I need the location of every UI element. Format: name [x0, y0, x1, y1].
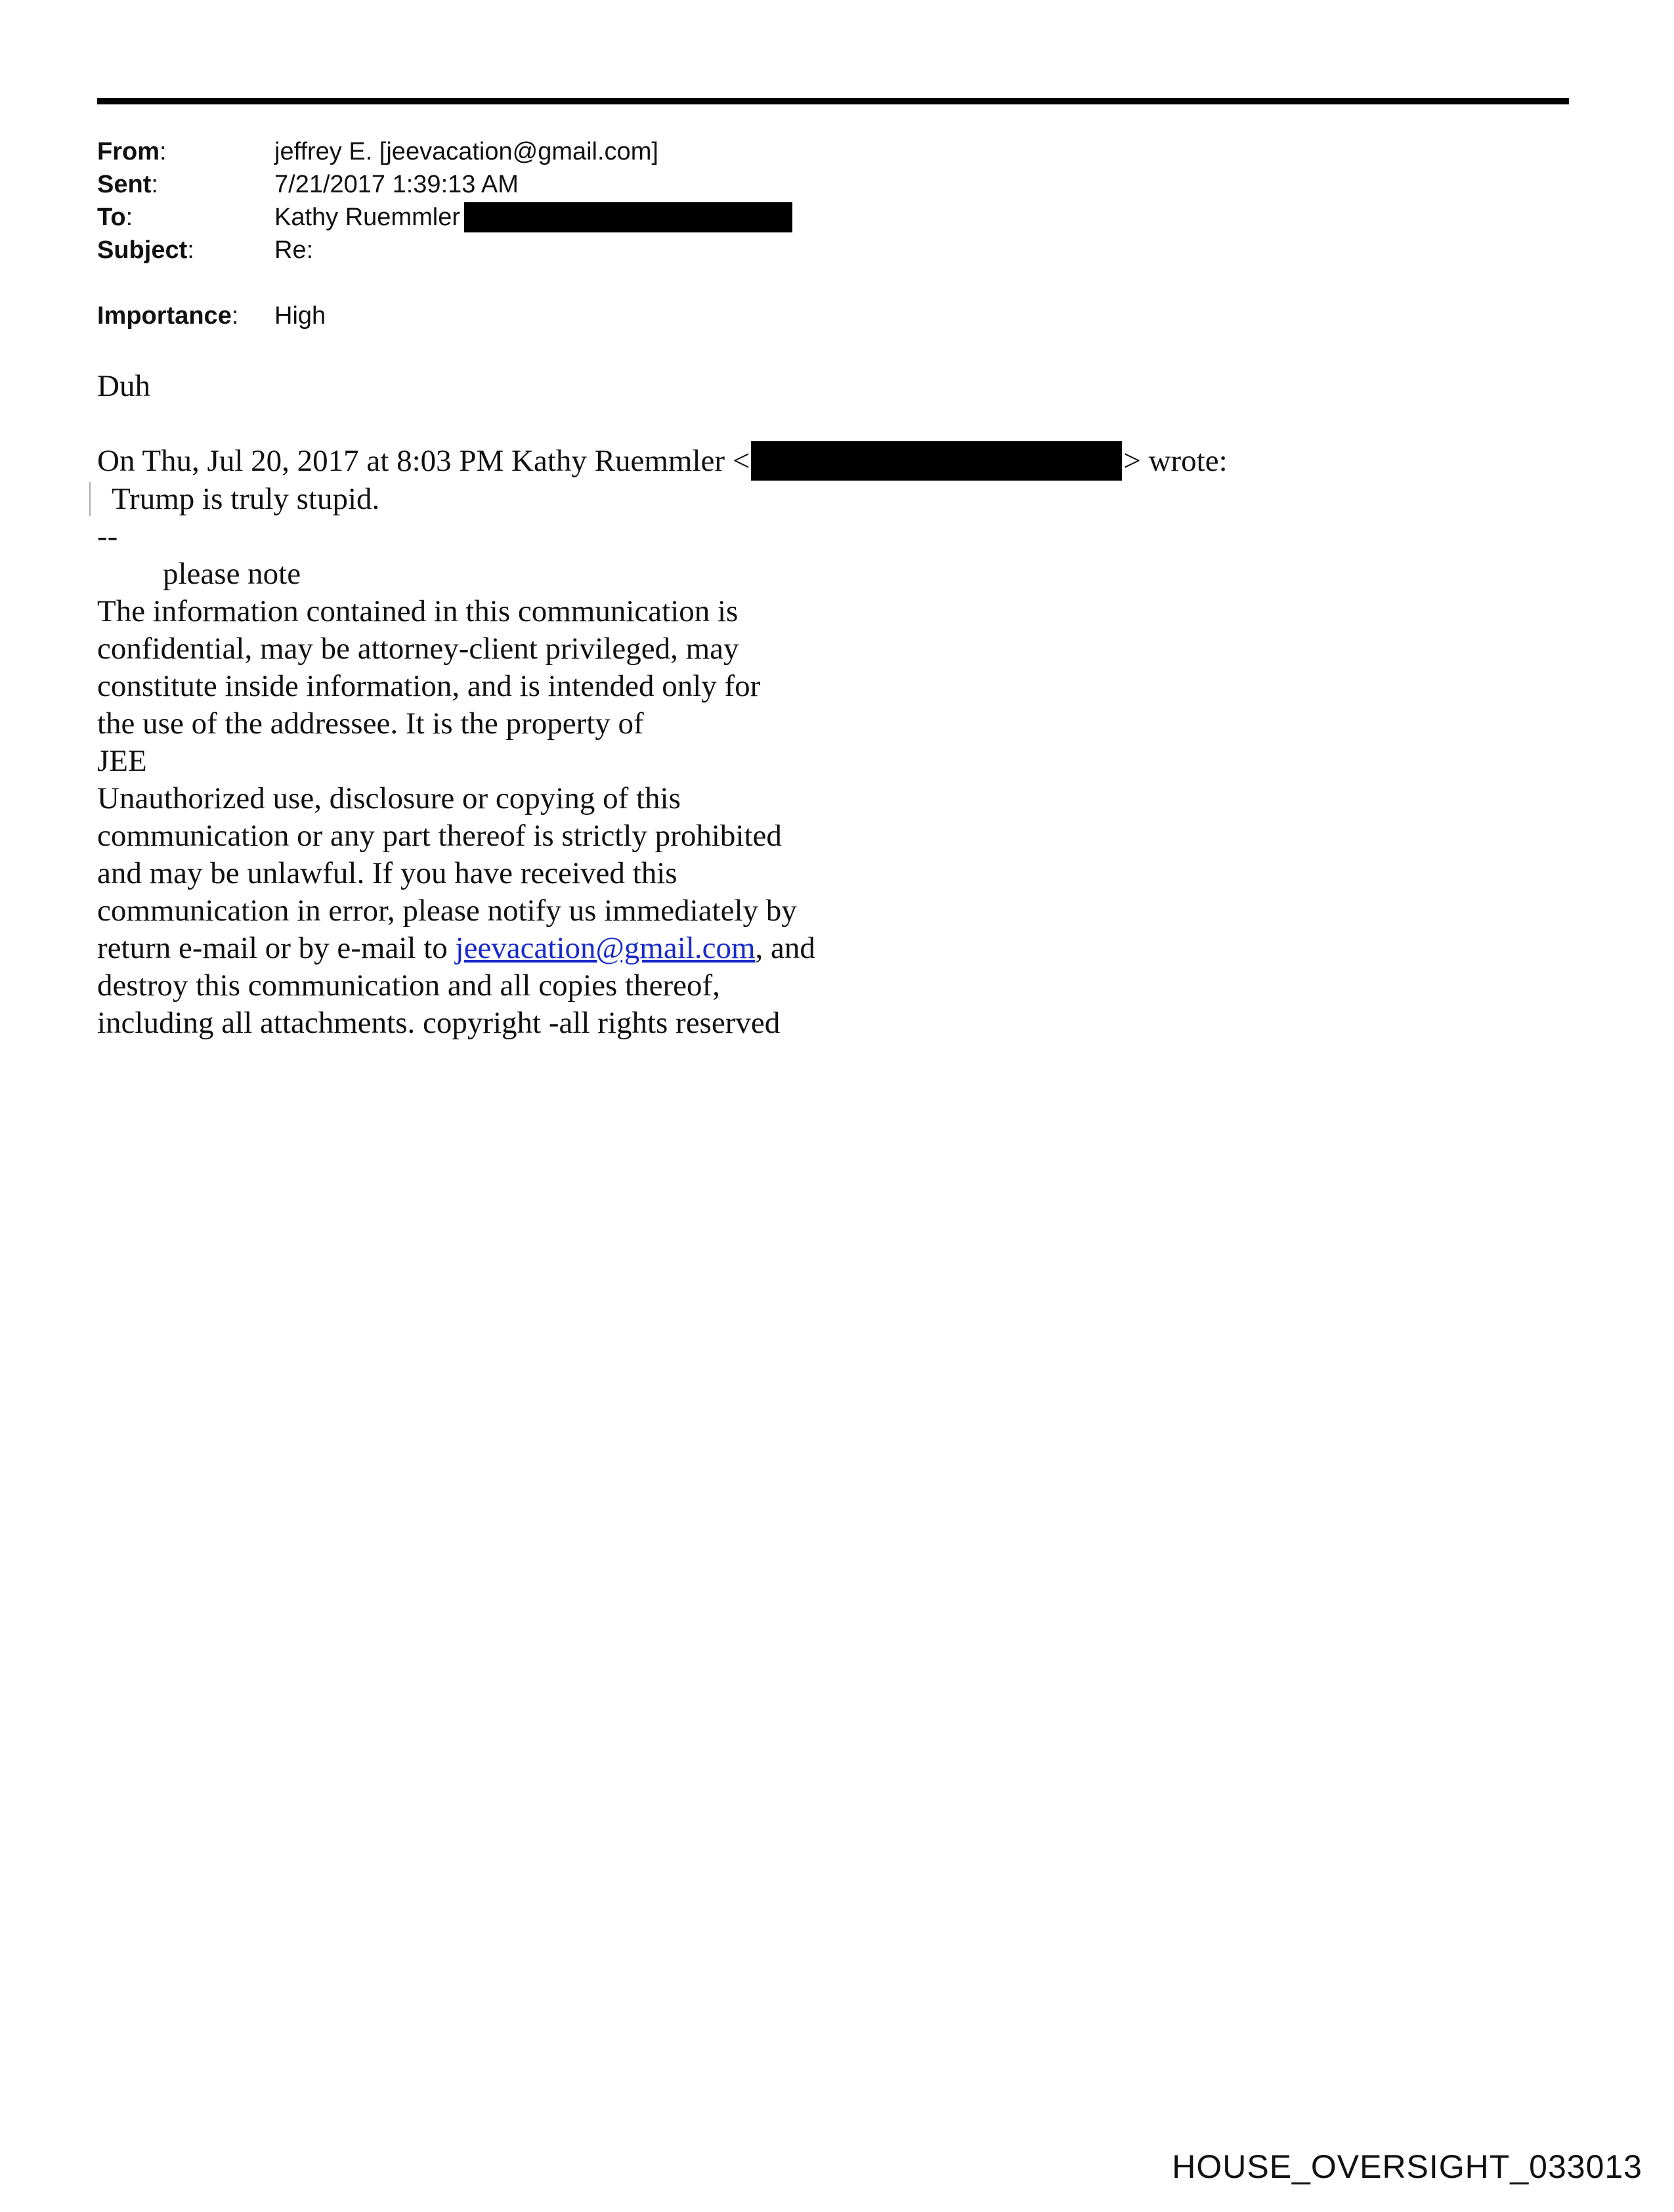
- sent-value: 7/21/2017 1:39:13 AM: [274, 171, 519, 198]
- return-line-after: , and: [755, 931, 815, 965]
- quote-intro-before: On Thu, Jul 20, 2017 at 8:03 PM Kathy Ruemmler <: [97, 443, 750, 478]
- email-header: [97, 135, 792, 332]
- disclaimer-line: The information contained in this communication is: [97, 594, 739, 628]
- body-gap: [97, 405, 1228, 441]
- header-spacer: [97, 267, 792, 299]
- reply-text: Duh: [97, 369, 150, 403]
- quote-intro: [97, 441, 1228, 481]
- disclaimer-line: Unauthorized use, disclosure or copying of this: [97, 781, 681, 815]
- disclaimer-line: and may be unlawful. If you have received this: [97, 856, 677, 890]
- subject-label: Subject:: [97, 236, 194, 264]
- importance-row: [97, 299, 792, 332]
- please-note: please note: [163, 557, 301, 591]
- email-link[interactable]: jeevacation@gmail.com: [455, 931, 756, 965]
- quote-email-redaction: [751, 441, 1122, 481]
- disclaimer-line: the use of the addressee. It is the property of: [97, 706, 644, 741]
- to-value: [274, 201, 792, 234]
- closing-line: including all attachments. copyright -all rights reserved: [97, 1006, 781, 1040]
- quoted-text: Trump is truly stupid.: [97, 481, 1228, 518]
- email-body: [97, 368, 1228, 1042]
- to-label: To:: [97, 204, 133, 231]
- to-email-redaction: [464, 202, 792, 232]
- subject-row: [97, 234, 792, 267]
- disclaimer-line: confidential, may be attorney-client privileged, may: [97, 632, 739, 666]
- disclaimer-line: JEE: [97, 744, 147, 778]
- to-name: Kathy Ruemmler: [274, 204, 460, 231]
- disclaimer-line: constitute inside information, and is intended only for: [97, 669, 761, 703]
- importance-value: High: [274, 302, 326, 330]
- header-rule: [97, 98, 1569, 104]
- return-email-line: [97, 930, 1228, 967]
- from-row: [97, 135, 792, 168]
- disclaimer-line: communication or any part thereof is strictly prohibited: [97, 819, 782, 853]
- signature-separator: --: [97, 519, 118, 553]
- from-label: From:: [97, 138, 167, 165]
- sent-label: Sent:: [97, 171, 158, 198]
- quote-intro-after: > wrote:: [1123, 443, 1228, 478]
- sent-row: [97, 168, 792, 201]
- to-row: [97, 201, 792, 234]
- subject-value: Re:: [274, 236, 314, 264]
- bates-number: HOUSE_OVERSIGHT_033013: [1172, 2148, 1642, 2185]
- return-line-before: return e-mail or by e-mail to: [97, 931, 456, 965]
- closing-line: destroy this communication and all copies thereof,: [97, 968, 720, 1003]
- disclaimer-line: communication in error, please notify us immediately by: [97, 894, 797, 928]
- importance-label: Importance:: [97, 302, 239, 330]
- from-value: jeffrey E. [jeevacation@gmail.com]: [274, 138, 658, 165]
